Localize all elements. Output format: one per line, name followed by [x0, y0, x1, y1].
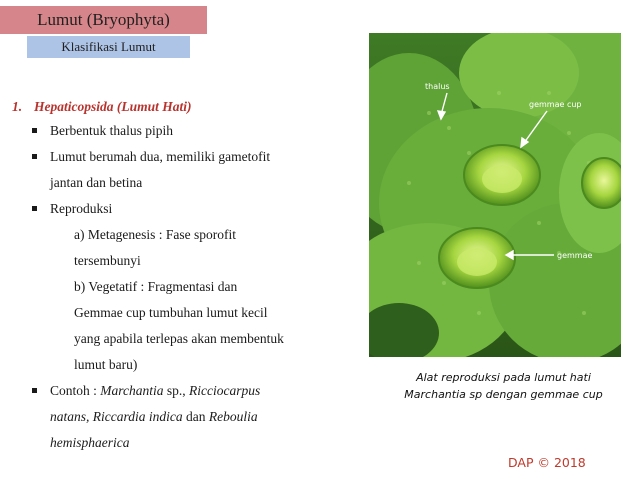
species-name: Reboulia [208, 409, 258, 424]
sub-item: tersembunyi [74, 253, 141, 268]
sub-item: a) Metagenesis : Fase sporofit [74, 227, 236, 242]
caption-line: Alat reproduksi pada lumut hati [416, 371, 591, 384]
bullet-item [12, 118, 357, 144]
sub-item: yang apabila terlepas akan membentuk [74, 331, 284, 346]
bullet-continuation: jantan dan betina [50, 175, 143, 190]
square-bullet-icon [32, 128, 37, 133]
connector-text: dan [182, 409, 209, 424]
section-number: 1. [12, 99, 23, 114]
marchantia-photo [369, 33, 621, 357]
bullet-continuation: hemisphaerica [50, 435, 130, 450]
marchantia-illustration [369, 33, 621, 357]
section-heading [12, 96, 357, 118]
copyright-text: DAP © 2018 [508, 455, 586, 470]
content-section [12, 96, 357, 456]
square-bullet-icon [32, 388, 37, 393]
species-name: Marchantia [100, 383, 164, 398]
sub-item: lumut baru) [74, 357, 138, 372]
sub-item: Gemmae cup tumbuhan lumut kecil [74, 305, 268, 320]
label-thalus: thalus [425, 82, 450, 91]
species-name: Ricciocarpus [189, 383, 261, 398]
square-bullet-icon [32, 154, 37, 159]
sub-item: b) Vegetatif : Fragmentasi dan [74, 279, 238, 294]
bullet-item [12, 196, 357, 222]
bullet-text: Lumut berumah dua, memiliki gametofit [50, 149, 271, 164]
slide-subtitle: Klasifikasi Lumut [27, 36, 190, 58]
photo-caption [376, 369, 631, 403]
label-gemmae: gemmae [557, 251, 593, 260]
bullet-text: Berbentuk thalus pipih [50, 123, 173, 138]
example-prefix: Contoh : [50, 383, 101, 398]
bullet-item [12, 378, 357, 404]
caption-line: Marchantia sp dengan gemmae cup [404, 388, 603, 401]
bullet-item [12, 144, 357, 170]
square-bullet-icon [32, 206, 37, 211]
bullet-text: Reproduksi [50, 201, 113, 216]
label-gemmae-cup: gemmae cup [529, 100, 582, 109]
species-suffix: sp., [163, 383, 190, 398]
slide-title: Lumut (Bryophyta) [0, 6, 207, 34]
species-name: natans, Riccardia indica [50, 409, 183, 424]
section-heading-text: Hepaticopsida (Lumut Hati) [34, 99, 192, 114]
bullet-continuation [12, 404, 357, 430]
